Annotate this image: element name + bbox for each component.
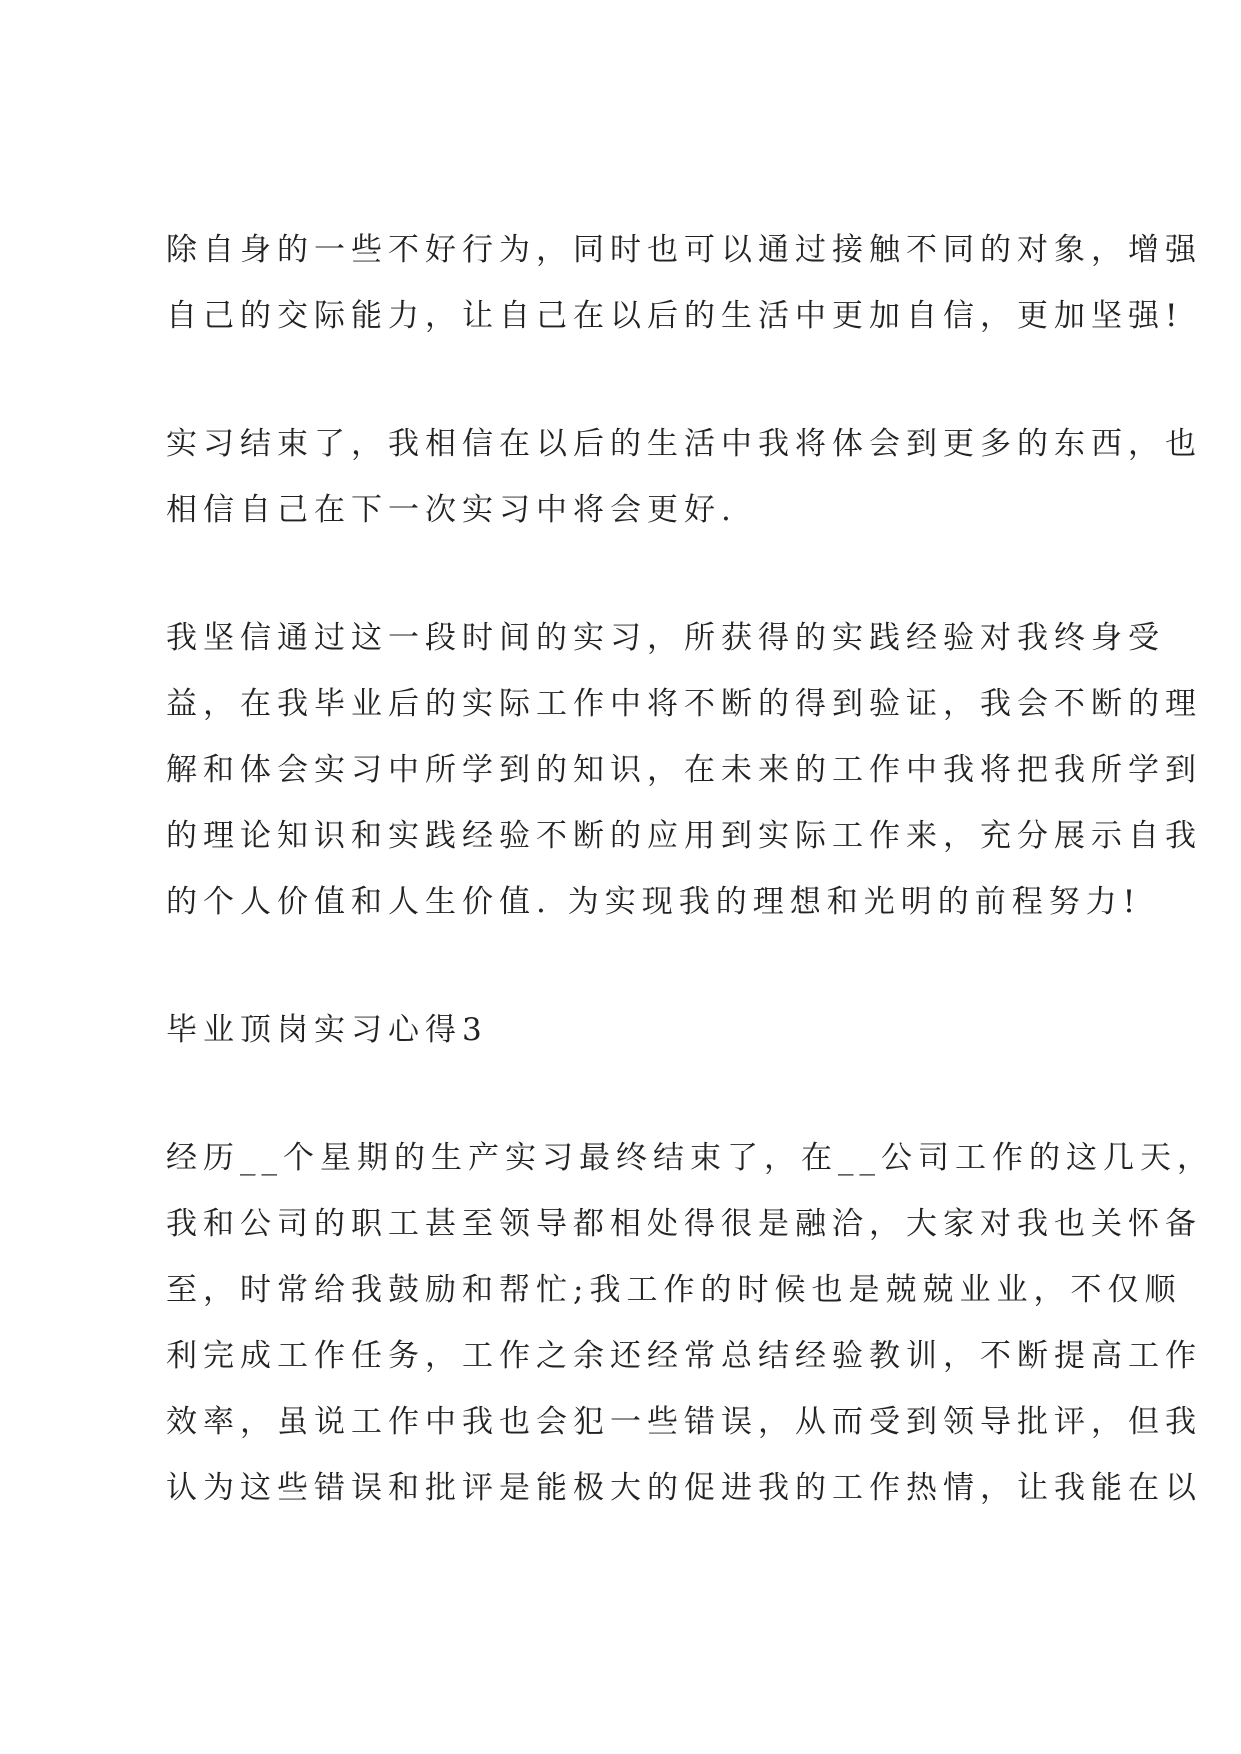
paragraph-line: 除自身的一些不好行为，同时也可以通过接触不同的对象，增强 xyxy=(166,232,1202,268)
paragraph-line: 我和公司的职工甚至领导都相处得很是融洽，大家对我也关怀备 xyxy=(166,1206,1202,1242)
paragraph-line: 的个人价值和人生价值. 为实现我的理想和光明的前程努力! xyxy=(166,884,1142,920)
paragraph-line: 相信自己在下一次实习中将会更好. xyxy=(166,492,737,528)
section-heading: 毕业顶岗实习心得3 xyxy=(166,1012,488,1048)
paragraph-line: 效率，虽说工作中我也会犯一些错误，从而受到领导批评，但我 xyxy=(166,1404,1202,1440)
paragraph-line: 的理论知识和实践经验不断的应用到实际工作来，充分展示自我 xyxy=(166,818,1202,854)
paragraph-line: 我坚信通过这一段时间的实习，所获得的实践经验对我终身受 xyxy=(166,620,1165,656)
paragraph-line: 利完成工作任务，工作之余还经常总结经验教训，不断提高工作 xyxy=(166,1338,1202,1374)
paragraph-line: 益，在我毕业后的实际工作中将不断的得到验证，我会不断的理 xyxy=(166,686,1202,722)
paragraph-line: 自己的交际能力，让自己在以后的生活中更加自信，更加坚强! xyxy=(166,298,1184,334)
paragraph-line: 实习结束了，我相信在以后的生活中我将体会到更多的东西，也 xyxy=(166,426,1202,462)
paragraph-line: 至，时常给我鼓励和帮忙;我工作的时候也是兢兢业业，不仅顺 xyxy=(166,1272,1182,1308)
paragraph-line: 经历__个星期的生产实习最终结束了，在__公司工作的这几天， xyxy=(166,1140,1214,1176)
paragraph-line: 认为这些错误和批评是能极大的促进我的工作热情，让我能在以 xyxy=(166,1470,1202,1506)
paragraph-line: 解和体会实习中所学到的知识，在未来的工作中我将把我所学到 xyxy=(166,752,1202,788)
